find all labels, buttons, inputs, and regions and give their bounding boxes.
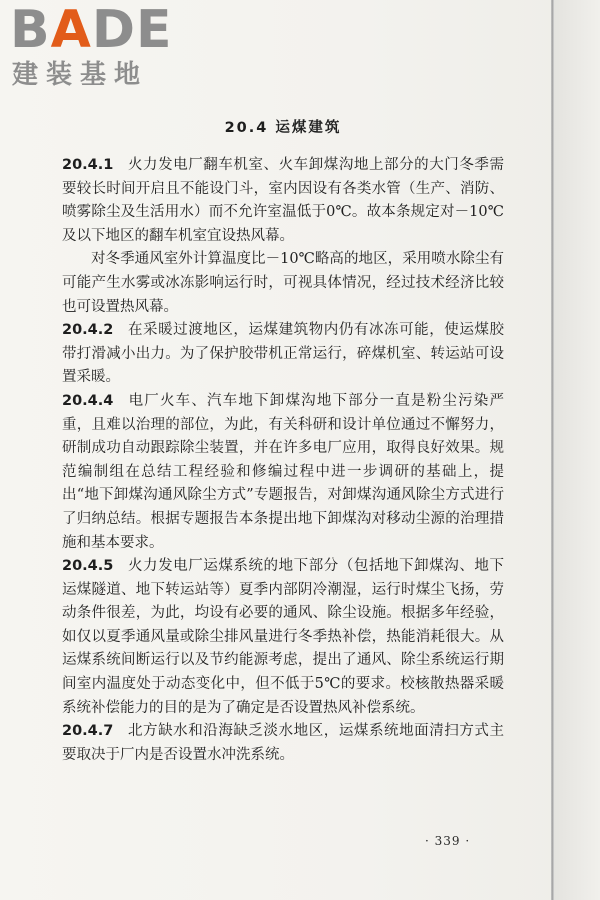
clause-number: 20.4.5 — [62, 558, 114, 575]
logo-letter-b: B — [10, 0, 51, 60]
logo-letter-a: A — [50, 0, 92, 60]
logo-wordmark — [10, 0, 173, 60]
clause-text: 对冬季通风室外计算温度比－10℃略高的地区，采用喷水除尘有可能产生水雾或冰冻影响运行时，可视具体情况，经过技术经济比较也可设置热风幕。 — [62, 251, 504, 315]
clause-20-4-1 — [62, 154, 504, 248]
clause-text: 电厂火车、汽车地下卸煤沟地下部分一直是粉尘污染严重，且难以治理的部位，为此，有关科研和设计单位通过不懈努力，研制成功自动跟踪除尘装置，并在许多电厂应用，取得良好效果。规范编制组在总结工程经验和修编过程中进一步调研的基础上，提出“地下卸煤沟通风除尘方式”专题报告，对卸煤沟通风除尘方式进行了归纳总结。根据专题报告本条提出地下卸煤沟对移动尘源的治理措施和基本要求。 — [62, 392, 504, 551]
page-body — [62, 118, 504, 767]
clause-text: 火力发电厂运煤系统的地下部分（包括地下卸煤沟、地下运煤隧道、地下转运站等）夏季内部阴冷潮湿，运行时煤尘飞扬，劳动条件很差，为此，均设有必要的通风、除尘设施。根据多年经验，如仅以夏季通风量或除尘排风量进行冬季热补偿，热能消耗很大。从运煤系统间断运行以及节约能源考虑，提出了通风、除尘系统运行期间室内温度处于动态变化中，但不低于5℃的要求。校核散热器采暖系统补偿能力的目的是为了确定是否设置热风补偿系统。 — [62, 558, 504, 716]
binding-line — [551, 0, 554, 900]
clause-number: 20.4.4 — [62, 392, 114, 409]
clause-20-4-1-continued — [62, 248, 504, 319]
clause-20-4-2 — [62, 319, 504, 390]
binding-shadow — [554, 0, 600, 900]
clause-number: 20.4.7 — [62, 723, 114, 740]
clause-text: 火力发电厂翻车机室、火车卸煤沟地上部分的大门冬季需要较长时间开启且不能设门斗，室内因设有各类水管（生产、消防、喷雾除尘及生活用水）而不允许室温低于0℃。故本条规定对－10℃及以下地区的翻车机室宜设热风幕。 — [62, 157, 504, 244]
clause-text: 在采暖过渡地区，运煤建筑物内仍有冰冻可能，使运煤胶带打滑减小出力。为了保护胶带机正常运行，碎煤机室、转运站可设置采暖。 — [62, 322, 504, 386]
clause-number: 20.4.2 — [62, 322, 114, 339]
bade-logo — [10, 0, 180, 94]
clause-number: 20.4.1 — [62, 157, 114, 173]
logo-letters-de: DE — [91, 0, 173, 60]
section-title: 20.4 运煤建筑 — [224, 120, 342, 136]
logo-subtitle: 建装基地 — [12, 60, 149, 90]
clause-20-4-5 — [62, 555, 504, 720]
clause-text: 北方缺水和沿海缺乏淡水地区，运煤系统地面清扫方式主要取决于厂内是否设置水冲洗系统。 — [62, 723, 504, 763]
page-number: · 339 · — [425, 834, 471, 848]
clause-20-4-4 — [62, 390, 504, 555]
clause-20-4-7 — [62, 720, 504, 767]
